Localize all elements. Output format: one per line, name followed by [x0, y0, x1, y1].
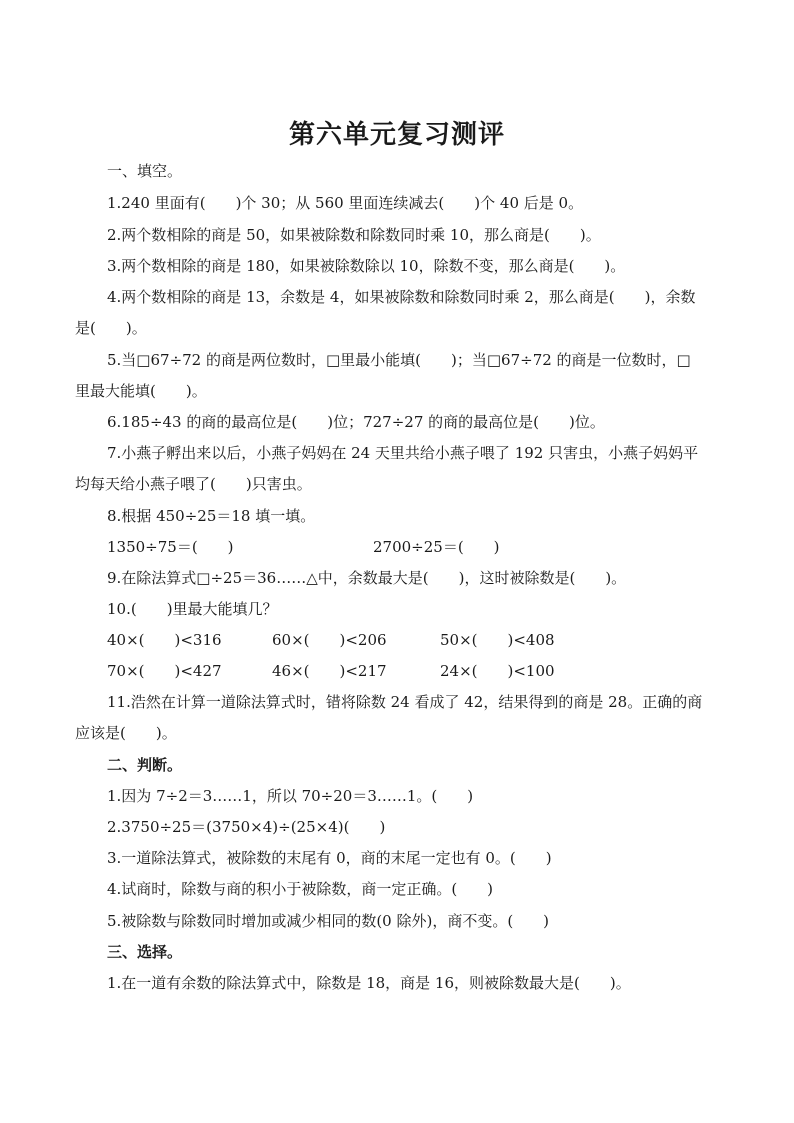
judge-question-3: 3.一道除法算式，被除数的末尾有 0，商的末尾一定也有 0。( ) [107, 849, 552, 867]
fill-question-11-line-1: 11.浩然在计算一道除法算式时，错将除数 24 看成了 42，结果得到的商是 28。正确的商 [107, 693, 703, 711]
fill-question-5-line-1: 5.当□67÷72 的商是两位数时，□里最小能填( )；当□67÷72 的商是一位数时，□ [107, 351, 691, 369]
fill-question-10: 10.( )里最大能填几？ [107, 600, 278, 618]
fill-question-8-right: 2700÷25＝( ) [373, 538, 500, 556]
section-3-heading: 三、选择。 [107, 943, 183, 961]
section-2-heading: 二、判断。 [107, 756, 183, 774]
fill-question-4-line-1: 4.两个数相除的商是 13，余数是 4，如果被除数和除数同时乘 2，那么商是( )，余数 [107, 288, 696, 306]
fill-question-8-left: 1350÷75＝( ) [107, 538, 234, 556]
fill-question-4-line-2: 是( )。 [75, 319, 147, 337]
fill-question-7-line-1: 7.小燕子孵出来以后，小燕子妈妈在 24 天里共给小燕子喂了 192 只害虫，小燕子妈妈平 [107, 444, 699, 462]
fill-question-7-line-2: 均每天给小燕子喂了( )只害虫。 [75, 475, 312, 493]
fill-question-1: 1.240 里面有( )个 30；从 560 里面连续减去( )个 40 后是 0。 [107, 194, 584, 212]
fill-question-11-line-2: 应该是( )。 [75, 724, 177, 742]
q10-item: 70×( )<427 [107, 662, 222, 680]
q10-item: 40×( )<316 [107, 631, 222, 649]
q10-item: 24×( )<100 [440, 662, 555, 680]
q10-item: 46×( )<217 [272, 662, 387, 680]
q10-item: 60×( )<206 [272, 631, 387, 649]
fill-question-2: 2.两个数相除的商是 50，如果被除数和除数同时乘 10，那么商是( )。 [107, 226, 601, 244]
judge-question-2: 2.3750÷25＝(3750×4)÷(25×4)( ) [107, 818, 386, 836]
q10-item: 50×( )<408 [440, 631, 555, 649]
judge-question-1: 1.因为 7÷2＝3……1，所以 70÷20＝3……1。( ) [107, 787, 474, 805]
fill-question-8: 8.根据 450÷25＝18 填一填。 [107, 507, 316, 525]
fill-question-6: 6.185÷43 的商的最高位是( )位；727÷27 的商的最高位是( )位。 [107, 413, 605, 431]
fill-question-3: 3.两个数相除的商是 180，如果被除数除以 10，除数不变，那么商是( )。 [107, 257, 626, 275]
judge-question-4: 4.试商时，除数与商的积小于被除数，商一定正确。( ) [107, 880, 494, 898]
fill-question-9: 9.在除法算式□÷25＝36……△中，余数最大是( )，这时被除数是( )。 [107, 569, 627, 587]
choice-question-1: 1.在一道有余数的除法算式中，除数是 18，商是 16，则被除数最大是( )。 [107, 974, 631, 992]
section-1-heading: 一、填空。 [107, 162, 183, 180]
page-title: 第六单元复习测评 [288, 120, 505, 150]
judge-question-5: 5.被除数与除数同时增加或减少相同的数(0 除外)，商不变。( ) [107, 912, 550, 930]
fill-question-5-line-2: 里最大能填( )。 [75, 382, 207, 400]
